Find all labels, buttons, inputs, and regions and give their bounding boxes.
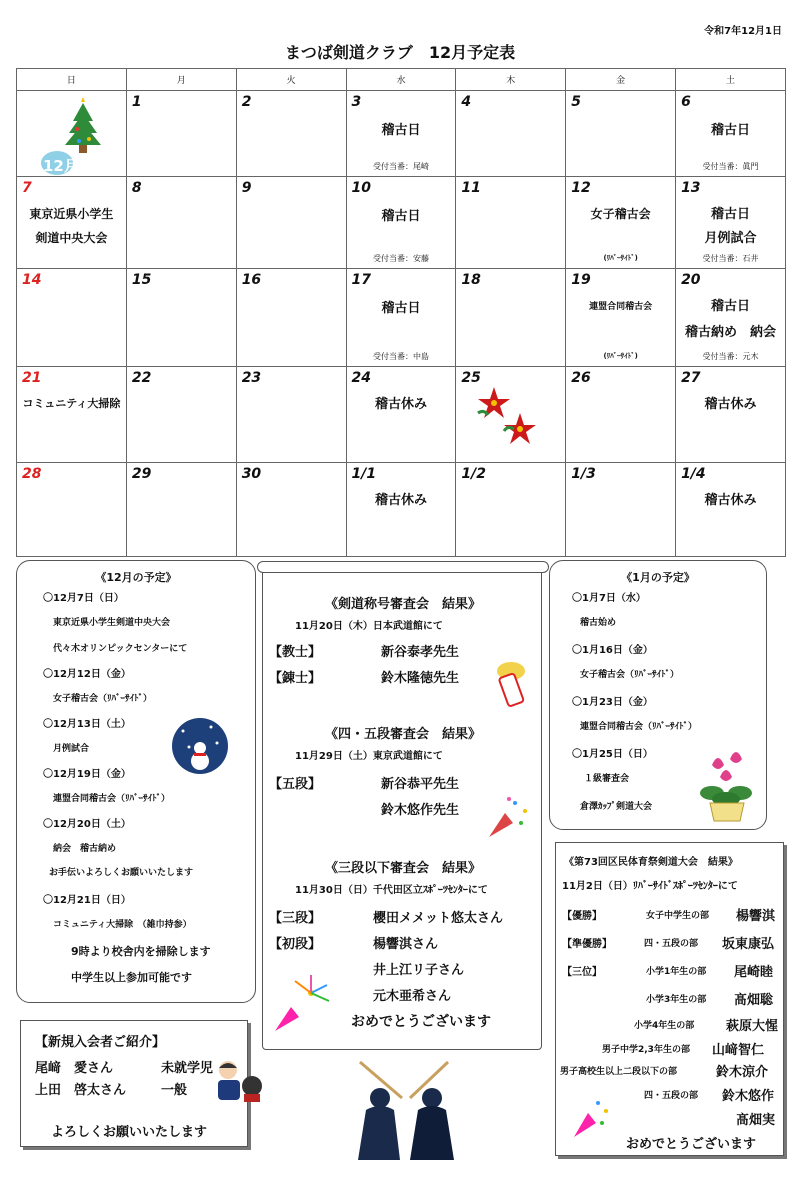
event-label: 稽古休み (374, 397, 427, 412)
day-number: 20 (681, 272, 701, 288)
result-name: 鈴木涼介 (716, 1065, 769, 1080)
reception-duty: 受付当番：尾崎 (372, 162, 429, 171)
kendo-match-icon (330, 1058, 480, 1168)
results-section-title: 《剣道称号審査会 結果》 (325, 597, 482, 612)
day-number: 23 (241, 370, 262, 386)
december-schedule (16, 560, 256, 1003)
result-rank: 【初段】 (269, 937, 322, 952)
weekday-fri: 金 (566, 69, 676, 91)
day-number: 1/3 (571, 466, 596, 482)
calendar-cell (456, 367, 566, 463)
calendar-table (16, 68, 786, 557)
snowman-icon (171, 717, 229, 775)
calendar-cell (456, 463, 566, 557)
day-number: 1 (131, 94, 142, 110)
calendar-cell (566, 177, 676, 269)
day-number: 14 (22, 272, 42, 288)
schedule-line: 〇12月13日（土） (43, 719, 131, 730)
event-label: 稽古休み (704, 397, 757, 412)
weekday-wed: 水 (346, 69, 456, 91)
page-title: まつば剣道クラブ 12月予定表 (284, 43, 516, 62)
result-name: 髙畑聡 (734, 993, 774, 1008)
venue-note: (ﾘﾊﾞｰｻｲﾄﾞ) (603, 254, 638, 262)
event-label: 稽古納め 納会 (685, 325, 777, 340)
result-category: 四・五段の部 (644, 939, 699, 949)
result-name: 山﨑智仁 (712, 1043, 765, 1058)
result-name: 尾崎睦 (734, 965, 774, 980)
calendar-cell (17, 463, 127, 557)
result-category: 小学3年生の部 (646, 995, 707, 1005)
results-venue: 11月20日（木）日本武道館にて (295, 621, 443, 632)
calendar-cell (126, 91, 236, 177)
day-number: 22 (131, 370, 152, 386)
day-number: 27 (681, 370, 701, 386)
venue-note: (ﾘﾊﾞｰｻｲﾄﾞ) (603, 352, 638, 360)
day-number: 26 (571, 370, 591, 386)
schedule-line: 中学生以上参加可能です (71, 971, 192, 984)
calendar-cell (346, 367, 456, 463)
day-number: 15 (131, 272, 152, 288)
calendar-cell (17, 269, 127, 367)
schedule-line: 月例試合 (53, 744, 90, 754)
reception-duty: 受付当番：安藤 (372, 254, 429, 263)
calendar-cell-blank (17, 91, 127, 177)
event-label: 女子稽古会 (590, 207, 651, 221)
results-venue: 11月30日（日）千代田区立ｽﾎﾟｰﾂｾﾝﾀｰにて (295, 885, 488, 896)
result-rank: 【五段】 (269, 777, 322, 792)
calendar-cell (676, 269, 786, 367)
calendar-cell (17, 177, 127, 269)
december-heading: 《12月の予定》 (95, 571, 177, 584)
result-name: 髙畑実 (736, 1113, 776, 1128)
results-section-title: 《四・五段審査会 結果》 (325, 727, 482, 742)
closing-text: よろしくお願いいたします (51, 1125, 208, 1140)
day-number: 19 (571, 272, 591, 288)
day-number: 7 (22, 180, 32, 196)
calendar-cell (566, 91, 676, 177)
exam-results (262, 566, 542, 1050)
schedule-line: 連盟合同稽古会（ﾘﾊﾞｰｻｲﾄﾞ） (580, 722, 698, 732)
weekday-thu: 木 (456, 69, 566, 91)
fireworks-icon (271, 971, 335, 1035)
schedule-line: コミュニティ大掃除 （雑巾持参） (53, 920, 192, 930)
event-label: 稽古日 (381, 301, 421, 316)
schedule-line: 〇1月16日（金） (572, 645, 653, 656)
day-number: 13 (681, 180, 701, 196)
schedule-line: 代々木オリンピックセンターにて (53, 644, 188, 654)
result-rank: 【錬士】 (269, 671, 322, 686)
calendar-cell (676, 367, 786, 463)
result-rank: 【教士】 (269, 645, 322, 660)
day-number: 30 (241, 466, 262, 482)
party-popper-icon (483, 793, 535, 841)
day-number: 4 (461, 94, 472, 110)
schedule-line: 〇12月12日（金） (43, 669, 131, 680)
member-type: 未就学児 (161, 1061, 214, 1076)
month-badge: 12月 (43, 157, 79, 175)
new-members-heading: 【新規入会者ご紹介】 (35, 1035, 166, 1050)
issue-date: 令和7年12月1日 (704, 26, 782, 37)
result-name: 楊響淇 (736, 909, 776, 924)
result-name: 新谷恭平先生 (381, 777, 460, 792)
day-number: 1/4 (681, 466, 706, 482)
calendar-cell (236, 269, 346, 367)
schedule-line: 連盟合同稽古会（ﾘﾊﾞｰｻｲﾄﾞ） (53, 794, 171, 804)
reception-duty: 受付当番：眞門 (702, 162, 759, 171)
calendar-cell (456, 177, 566, 269)
kendo-student-icon (214, 1058, 264, 1104)
day-number: 8 (131, 180, 142, 196)
result-name: 坂東康弘 (722, 937, 775, 952)
result-category: 四・五段の部 (644, 1091, 699, 1101)
schedule-line: 倉澤ｶｯﾌﾟ剣道大会 (580, 802, 653, 812)
reception-duty: 受付当番：石井 (702, 254, 759, 263)
calendar-cell (676, 91, 786, 177)
member-type: 一般 (161, 1083, 188, 1098)
result-rank: 【優勝】 (562, 911, 602, 922)
day-number: 2 (241, 94, 252, 110)
congrats-text: おめでとうございます (626, 1137, 757, 1152)
calendar-cell (126, 177, 236, 269)
calendar-cell (456, 91, 566, 177)
event-label: 稽古日 (711, 207, 751, 222)
event-label: 月例試合 (704, 231, 757, 246)
event-label: 稽古休み (374, 493, 427, 508)
result-rank: 【三段】 (269, 911, 322, 926)
schedule-line: 〇1月23日（金） (572, 697, 653, 708)
calendar-cell (676, 463, 786, 557)
results-venue: 11月29日（土）東京武道館にて (295, 751, 443, 762)
result-rank: 【三位】 (562, 967, 602, 978)
event-label: 稽古日 (711, 123, 751, 138)
calendar-cell (346, 91, 456, 177)
schedule-line: 〇12月7日（日） (43, 593, 124, 604)
reception-duty: 受付当番：中島 (372, 352, 429, 361)
result-name: 鈴木悠作先生 (381, 803, 460, 818)
result-rank: 【準優勝】 (562, 939, 612, 950)
tournament-venue: 11月2日（日）ﾘﾊﾞｰｻｲﾄﾞｽﾎﾟｰﾂｾﾝﾀｰにて (562, 881, 738, 892)
schedule-line: 9時より校舎内を掃除します (71, 945, 211, 958)
day-number: 25 (461, 370, 481, 386)
day-number: 12 (571, 180, 591, 196)
day-number: 9 (241, 180, 252, 196)
day-number: 24 (351, 370, 372, 386)
event-label: 剣道中央大会 (35, 231, 108, 245)
result-category: 男子中学2,3年生の部 (602, 1045, 690, 1055)
calendar-cell (126, 269, 236, 367)
calendar-cell (566, 367, 676, 463)
day-number: 5 (571, 94, 581, 110)
day-number: 3 (351, 94, 362, 110)
weekday-tue: 火 (236, 69, 346, 91)
day-number: 16 (241, 272, 262, 288)
calendar-cell (346, 463, 456, 557)
schedule-line: 〇1月7日（水） (572, 593, 646, 604)
weekday-sun: 日 (17, 69, 127, 91)
tournament-title: 《第73回区民体育祭剣道大会 結果》 (564, 857, 738, 868)
january-heading: 《1月の予定》 (621, 571, 695, 584)
calendar-cell (126, 367, 236, 463)
result-name: 元木亜希さん (373, 989, 452, 1004)
result-category: 女子中学生の部 (646, 911, 710, 921)
day-number: 11 (461, 180, 481, 196)
result-name: 井上江リ子さん (373, 963, 465, 978)
result-category: 小学4年生の部 (634, 1021, 695, 1031)
calendar-cell (346, 269, 456, 367)
day-number: 10 (351, 180, 372, 196)
day-number: 17 (351, 272, 372, 288)
congrats-text: おめでとうございます (351, 1014, 491, 1030)
event-label: コミュニティ大掃除 (22, 397, 121, 410)
day-number: 28 (22, 466, 42, 482)
member-name: 尾﨑 愛さん (35, 1061, 114, 1076)
calendar-cell (17, 367, 127, 463)
result-name: 楊響淇さん (373, 937, 439, 952)
result-category: 男子高校生以上二段以下の部 (560, 1067, 678, 1077)
calendar-cell (566, 463, 676, 557)
schedule-line: 女子稽古会（ﾘﾊﾞｰｻｲﾄﾞ） (580, 670, 680, 680)
event-label: 稽古日 (381, 209, 421, 224)
day-number: 29 (131, 466, 152, 482)
poinsettia-icon (468, 381, 548, 451)
weekday-mon: 月 (126, 69, 236, 91)
result-name: 鈴木隆徳先生 (381, 671, 460, 686)
calendar-cell (676, 177, 786, 269)
day-number: 1/2 (461, 466, 486, 482)
day-number: 6 (681, 94, 691, 110)
results-section-title: 《三段以下審査会 結果》 (325, 861, 482, 876)
calendar-cell (346, 177, 456, 269)
tournament-results (555, 842, 784, 1156)
calendar-cell (236, 367, 346, 463)
member-name: 上田 啓太さん (35, 1083, 127, 1098)
schedule-line: 〇12月20日（土） (43, 819, 131, 830)
calendar-cell (236, 463, 346, 557)
event-label: 東京近県小学生 (29, 207, 114, 221)
lucky-charm-icon (483, 653, 539, 709)
result-name: 萩原大惺 (726, 1019, 779, 1034)
calendar-cell (236, 177, 346, 269)
result-name: 櫻田メメット悠太さん (373, 911, 504, 926)
calendar-cell (566, 269, 676, 367)
day-number: 18 (461, 272, 481, 288)
schedule-line: 納会 稽古納め (53, 844, 117, 854)
party-popper-icon (570, 1095, 614, 1139)
schedule-line: お手伝いよろしくお願いいたします (49, 868, 194, 878)
schedule-line: 東京近県小学生剣道中央大会 (53, 618, 171, 628)
january-schedule (549, 560, 767, 830)
calendar-cell (456, 269, 566, 367)
schedule-line: 〇12月19日（金） (43, 769, 131, 780)
schedule-line: 〇12月21日（日） (43, 895, 131, 906)
result-category: 小学1年生の部 (646, 967, 707, 977)
event-label: 稽古日 (381, 123, 421, 138)
schedule-line: 稽古始め (580, 618, 617, 628)
cyclamen-icon (692, 747, 762, 823)
reception-duty: 受付当番：元木 (702, 352, 759, 361)
schedule-line: 女子稽古会（ﾘﾊﾞｰｻｲﾄﾞ） (53, 694, 153, 704)
schedule-line: 〇1月25日（日） (572, 749, 653, 760)
day-number: 1/1 (351, 466, 377, 482)
result-name: 新谷泰孝先生 (381, 645, 460, 660)
calendar-cell (236, 91, 346, 177)
event-label: 稽古休み (704, 493, 757, 508)
calendar-cell (126, 463, 236, 557)
result-name: 鈴木悠作 (722, 1089, 775, 1104)
event-label: 連盟合同稽古会 (589, 302, 653, 312)
day-number: 21 (22, 370, 42, 386)
schedule-line: １級審査会 (584, 774, 630, 784)
event-label: 稽古日 (711, 299, 751, 314)
weekday-sat: 土 (676, 69, 786, 91)
